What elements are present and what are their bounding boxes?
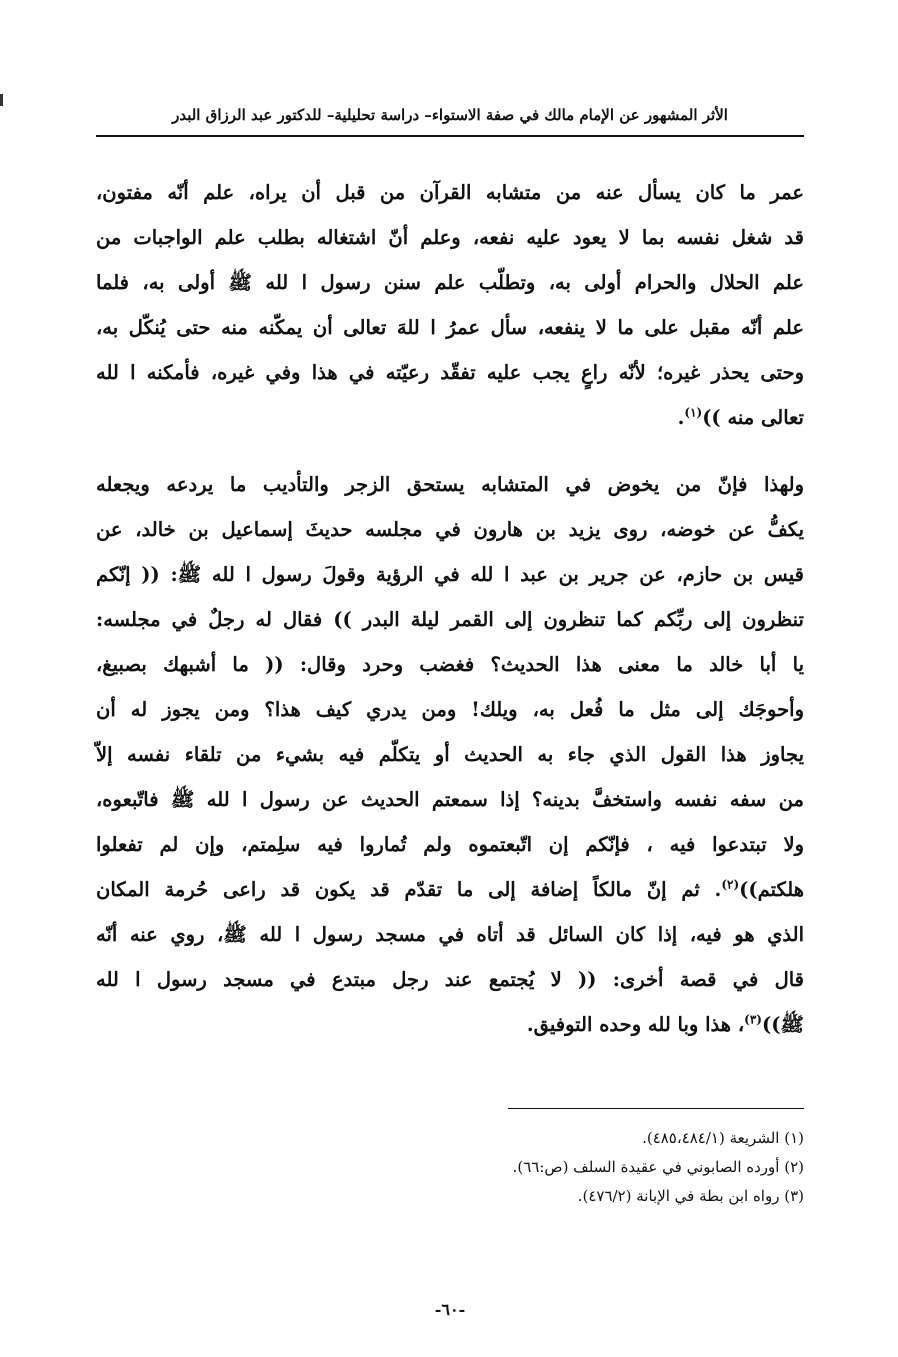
text-line: وأحوجَك إلى مثل ما فُعل به، ويلك! ومن يدري كيف هذا؟ ومن يجوز له أن: [96, 698, 804, 721]
footnote-separator: [508, 1108, 804, 1109]
text-line: علم الحلال والحرام أولى به، وتطلّب علم سنن رسول ا لله ﷺ أولى به، فلما: [96, 271, 804, 294]
text-line: يا أبا خالد ما معنى هذا الحديث؟ فغضب وحرد وقال: (( ما أشبهك بصبيغ،: [96, 653, 804, 676]
text-segment: هلكتم)): [739, 878, 804, 901]
paragraph-2: [96, 462, 804, 1047]
footnote-reference: (٢): [721, 877, 740, 892]
text-line: علم أنّه مقبل على ما لا ينفعه، سأل عمرُ ا للهَ تعالى أن يمكّنه منه حتى يُنكّل به،: [96, 316, 804, 339]
header-rule: [96, 135, 804, 137]
footnote: (٣) رواه ابن بطة في الإبانة (٤٧٦/٢).: [577, 1187, 804, 1205]
book-page: [96, 0, 804, 1357]
footnote: (٢) أورده الصابوني في عقيدة السلف (ص:٦٦).: [512, 1158, 804, 1176]
text-line: ولا تبتدعوا فيه ، فإنّكم إن اتّبعتموه ولم تُماروا فيه سلِمتم، وإن لم تفعلوا: [96, 833, 804, 856]
text-line: [96, 395, 804, 440]
text-line: تنظرون إلى ربِّكم كما تنظرون إلى القمر ليلة البدر )) فقال له رجلٌ في مجلسه:: [96, 608, 804, 631]
text-line: وحتى يحذر غيره؛ لأنّه راعٍ يجب عليه تفقّد رعيّته في هذا وفي غيره، فأمكنه ا لله: [96, 361, 804, 384]
scan-edge-mark: [0, 94, 3, 106]
text-segment: . ثم إنّ مالكاً إضافة إلى ما تقدّم قد يكون قد راعى حُرمة المكان: [96, 878, 722, 901]
text-line: الذي هو فيه، إذا كان السائل قد أتاه في مسجد رسول ا لله ﷺ، روي عنه أنّه: [96, 923, 804, 946]
page-number: -٦٠-: [434, 1300, 466, 1319]
text-line: عمر ما كان يسأل عنه من متشابه القرآن من قبل أن يراه، علم أنّه مفتون،: [96, 181, 804, 204]
running-header: الأثر المشهور عن الإمام مالك في صفة الاستواء– دراسة تحليلية– للدكتور عبد الرزاق البدر: [172, 106, 728, 124]
text-line: ولهذا فإنّ من يخوض في المتشابه يستحق الزجر والتأديب ما يردعه ويجعله: [96, 473, 804, 496]
text-line: قد شغل نفسه بما لا يعود عليه نفعه، وعلم أنّ اشتغاله بطلب علم الواجبات من: [96, 226, 804, 249]
text-line: [96, 867, 804, 912]
text-line: يكفُّ عن خوضه، روى يزيد بن هارون في مجلسه حديثَ إسماعيل بن خالد، عن: [96, 518, 804, 541]
text-line: قيس بن حازم، عن جرير بن عبد ا لله في الرؤية وقولَ رسول ا لله ﷺ: (( إنّكم: [96, 563, 804, 586]
paragraph-1: [96, 170, 804, 440]
text-segment: .: [677, 406, 685, 429]
footnotes: [96, 1124, 804, 1211]
text-line: قال في قصة أخرى: (( لا يُجتمع عند رجل مبتدع في مسجد رسول ا لله: [96, 968, 804, 991]
text-segment: تعالى منه )): [702, 406, 804, 429]
footnote-reference: (٣): [744, 1012, 762, 1027]
body-text: [96, 170, 804, 1047]
text-segment: ، هذا وبا لله وحده التوفيق.: [526, 1013, 745, 1036]
text-segment: ﷺ)): [761, 1013, 804, 1036]
footnote: (١) الشريعة (٤٨٥،٤٨٤/١).: [642, 1129, 804, 1147]
text-line: [96, 1002, 804, 1047]
footnote-reference: (١): [684, 405, 703, 420]
text-line: يجاوز هذا القول الذي جاء به الحديث أو يتكلّم فيه بشيء من تلقاء نفسه إلاّ: [96, 743, 804, 766]
text-line: من سفه نفسه واستخفَّ بدينه؟ إذا سمعتم الحديث عن رسول ا لله ﷺ فاتّبعوه،: [96, 788, 804, 811]
